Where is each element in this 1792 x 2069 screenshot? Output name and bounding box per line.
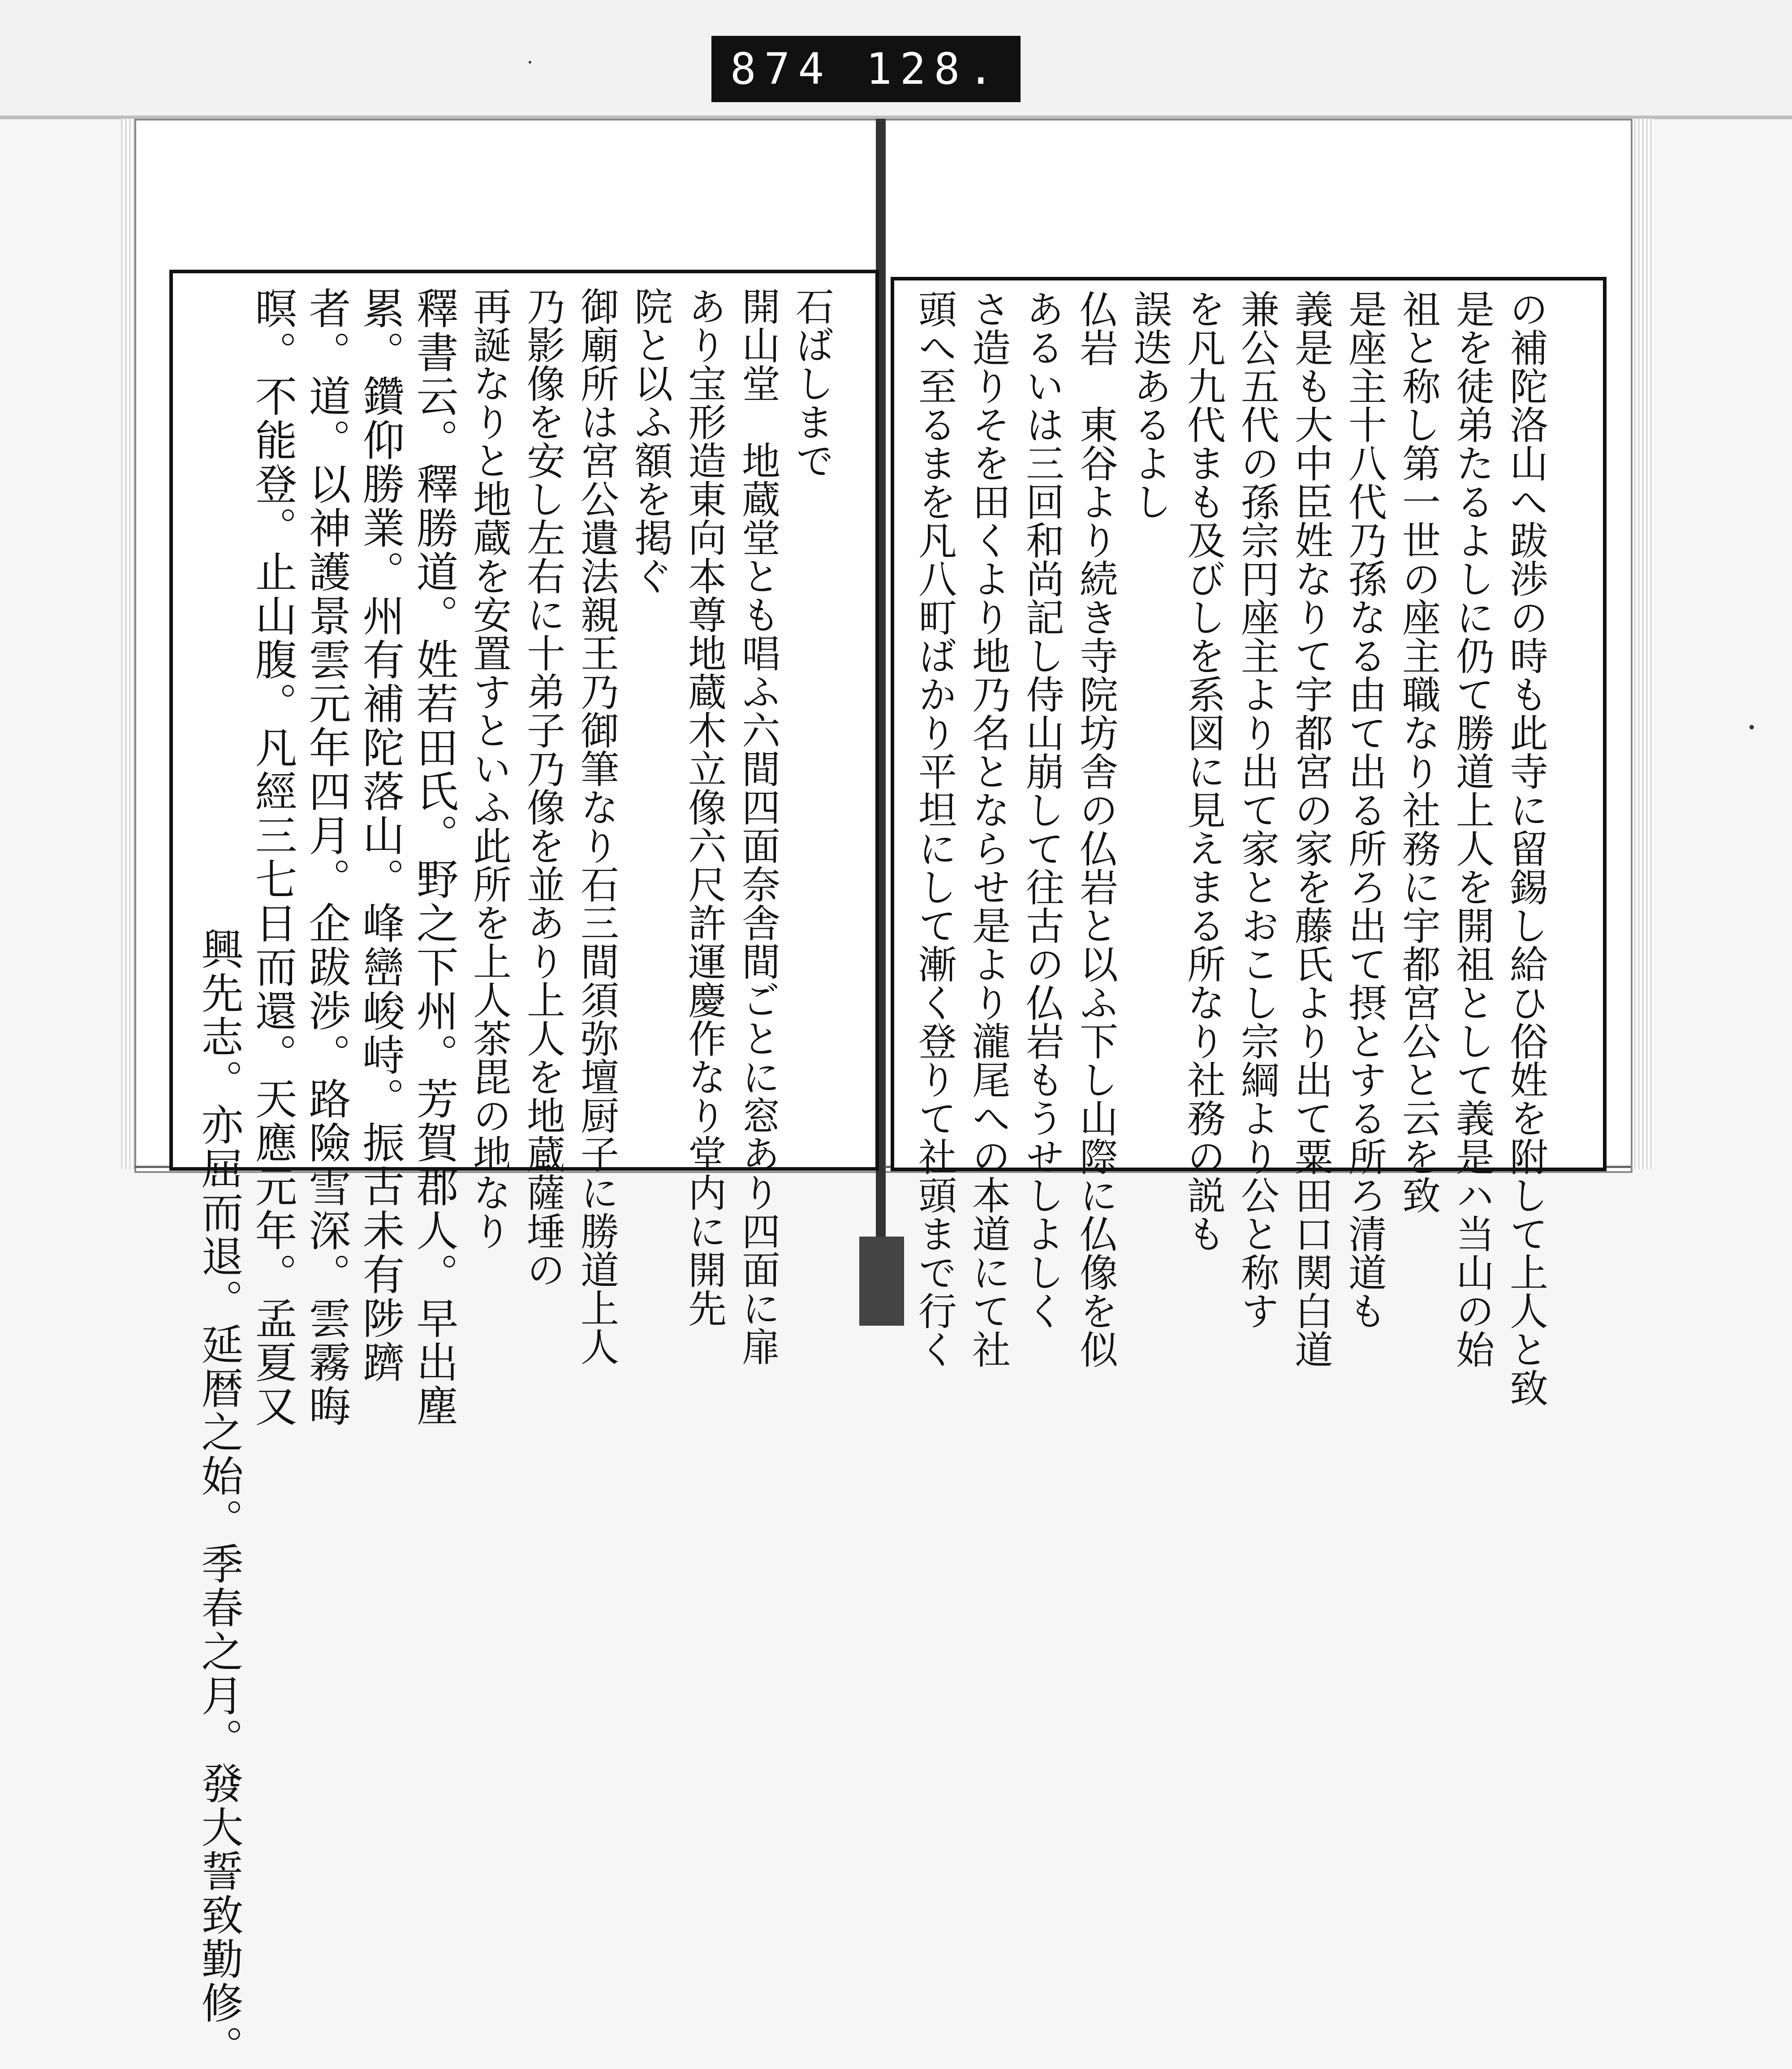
right-column-4: 是座主十八代乃孫なる由て出る所ろ出て摂とする所ろ清道も [1342,289,1387,1330]
right-text-frame [891,277,1607,1407]
right-column-3: 祖と称し第一世の座主職なり社務に宇都宮公と云を致 [1396,289,1440,1214]
left-column-6: 乃影像を安し左右に十弟子乃像を並あり上人を地蔵薩埵の [520,287,565,1289]
left-column-7: 再誕なりと地蔵を安置すといふ此所を上人茶毘の地なり [466,287,511,1250]
left-column-10: 者。道。以神護景雲元年四月。企跋渉。路險雪深。雲霧晦 [302,287,350,1428]
scan-speck [529,61,531,64]
left-text-frame [169,270,879,2069]
right-column-1: の補陀洛山へ跋渉の時も此寺に留錫し給ひ俗姓を附して上人と致 [1503,289,1548,1407]
right-column-11: さ造りそを田くより地乃名とならせ是より瀧尾への本道にて社 [965,289,1010,1368]
left-column-11: 暝。不能登。止山腹。凡經三七日而還。天應元年。孟夏又 [248,287,297,1428]
left-column-5: 御廟所は宮公遺法親王乃御筆なり石三間須弥壇厨子に勝道上人 [574,287,619,1366]
right-column-9: 仏岩 東谷より続き寺院坊舎の仏岩と以ふ下し山際に仏像を似 [1073,289,1118,1368]
right-column-10: あるいは三回和尚記し侍山崩して往古の仏岩もうせしよしく [1019,289,1064,1330]
left-column-2: 開山堂 地蔵堂とも唱ふ六間四面奈舎間ごとに窓あり四面に扉 [735,287,780,1366]
right-column-5: 義是も大中臣姓なりて宇都宮の家を藤氏より出て粟田口関白道 [1288,289,1333,1368]
left-column-12: 興先志。亦屈而退。延暦之始。季春之月。發大誓致勤修。 [194,927,243,2069]
catalog-number-label: 874 128. [711,36,1021,102]
left-column-8: 釋書云。釋勝道。姓若田氏。野之下州。芳賀郡人。早出塵 [409,287,458,1428]
right-column-8: 誤迭あるよし [1127,289,1172,521]
left-column-3: あり宝形造東向本尊地蔵木立像六尺許運慶作なり堂内に開先 [681,287,726,1327]
scan-speck [1749,725,1754,729]
left-column-4: 院と以ふ額を掲ぐ [628,287,672,595]
right-column-7: を凡九代まも及びしを系図に見えまる所なり社務の説も [1180,289,1225,1253]
right-column-6: 兼公五代の孫宗円座主より出て家とおこし宗綱より公と称す [1234,289,1279,1330]
right-column-12: 頭へ至るまを凡八町ばかり平坦にして漸く登りて社頭まで行く [912,289,956,1368]
right-column-2: 是を徒弟たるよしに仍て勝道上人を開祖として義是ハ当山の始 [1449,289,1494,1368]
left-column-9: 累。鑽仰勝業。州有補陀落山。峰巒峻峙。振古未有陟躋 [355,287,404,1384]
left-column-1: 石ばしまで [789,287,834,479]
book-spine [859,1237,904,1326]
